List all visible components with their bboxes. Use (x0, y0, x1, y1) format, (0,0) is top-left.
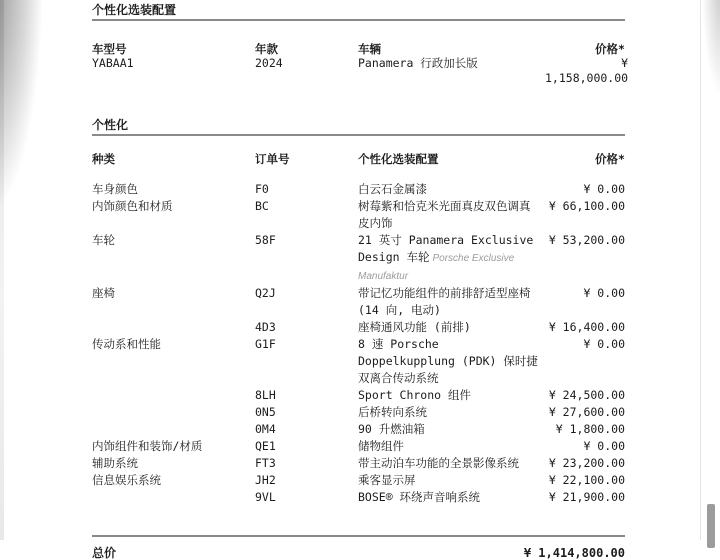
option-category (92, 232, 255, 285)
option-description-text: Sport Chrono 组件 (358, 388, 472, 402)
option-category-text: 辅助系统 (92, 456, 138, 470)
option-price (545, 232, 625, 285)
option-description (358, 455, 545, 472)
option-code (255, 181, 358, 198)
option-code-text: 9VL (255, 490, 276, 504)
price-amount: 1,158,000.00 (545, 71, 629, 85)
option-category (92, 489, 255, 506)
option-description-text: 8 速 Porsche Doppelkupplung (PDK) 保时捷双离合传动系统 (358, 337, 538, 385)
option-code-text: FT3 (255, 456, 276, 470)
option-category (92, 404, 255, 421)
model-year: 2024 (255, 56, 283, 70)
option-price (545, 319, 625, 336)
column-header-price: 价格* (595, 152, 625, 166)
option-description-text: 乘客显示屏 (358, 473, 416, 487)
option-price-text: ¥ 27,600.00 (548, 405, 625, 419)
option-price (545, 387, 625, 404)
option-description (358, 438, 545, 455)
table-row (92, 181, 625, 198)
option-code-text: QE1 (255, 439, 276, 453)
option-price-text: ¥ 16,400.00 (548, 320, 625, 334)
table-row (92, 404, 625, 421)
option-price (545, 336, 625, 387)
vertical-scrollbar-thumb[interactable] (707, 504, 715, 548)
summary-table-row (92, 56, 629, 86)
option-description-text: 储物组件 (358, 439, 404, 453)
option-description-text: BOSE® 环绕声音响系统 (358, 490, 481, 504)
option-code (255, 421, 358, 438)
option-category (92, 387, 255, 404)
table-row (92, 472, 625, 489)
option-price (545, 404, 625, 421)
vehicle-price (545, 56, 628, 86)
option-code (255, 232, 358, 285)
option-description-text: 座椅通风功能 (前排) (358, 320, 471, 334)
option-price (545, 438, 625, 455)
option-description-text: 后桥转向系统 (358, 405, 427, 419)
option-price (545, 181, 625, 198)
option-price-text: ¥ 0.00 (583, 337, 625, 351)
option-note: Porsche Exclusive Manufaktur (358, 253, 515, 282)
option-code-text: 58F (255, 233, 276, 247)
option-description (358, 421, 545, 438)
option-category (92, 285, 255, 319)
option-description-text: 21 英寸 Panamera Exclusive Design 车轮 (358, 233, 534, 264)
option-code-text: 0M4 (255, 422, 276, 436)
model-code: YABAA1 (92, 56, 134, 70)
divider (92, 134, 625, 136)
option-price-text: ¥ 0.00 (583, 439, 625, 453)
table-row (92, 455, 625, 472)
option-description (358, 198, 545, 232)
table-row (92, 438, 625, 455)
option-description-text: 白云石金属漆 (358, 182, 427, 196)
option-description (358, 319, 545, 336)
vehicle-name: Panamera 行政加长版 (358, 56, 478, 70)
option-code-text: 8LH (255, 388, 276, 402)
column-header-model: 车型号 (92, 42, 127, 56)
option-category (92, 181, 255, 198)
section-title-options: 个性化 (92, 118, 129, 132)
option-price (545, 285, 625, 319)
total-label: 总价 (92, 546, 117, 560)
column-header-order-code: 订单号 (255, 152, 290, 166)
table-row (92, 285, 625, 319)
currency-symbol: ¥ (621, 56, 629, 70)
option-category (92, 455, 255, 472)
table-row (92, 489, 625, 506)
column-header-vehicle: 车辆 (358, 42, 381, 56)
option-code-text: 0N5 (255, 405, 276, 419)
option-price (545, 421, 625, 438)
option-category-text: 传动系和性能 (92, 337, 161, 351)
option-price-text: ¥ 0.00 (583, 286, 625, 300)
option-description (358, 181, 545, 198)
option-price-text: ¥ 66,100.00 (548, 199, 625, 213)
option-category (92, 421, 255, 438)
option-category (92, 336, 255, 387)
table-row (92, 319, 625, 336)
option-price-text: ¥ 24,500.00 (548, 388, 625, 402)
option-code (255, 336, 358, 387)
option-description (358, 404, 545, 421)
table-row (92, 387, 625, 404)
option-price-text: ¥ 1,800.00 (555, 422, 625, 436)
table-row (92, 232, 625, 285)
table-row (92, 421, 625, 438)
option-description-text: 带记忆功能组件的前排舒适型座椅 (14 向, 电动) (358, 286, 531, 317)
options-table-header (92, 153, 625, 166)
option-code-text: JH2 (255, 473, 276, 487)
option-category-text: 座椅 (92, 286, 115, 300)
option-price-text: ¥ 21,900.00 (548, 490, 625, 504)
option-code (255, 489, 358, 506)
option-description (358, 489, 545, 506)
table-row (92, 198, 625, 232)
option-category-text: 内饰组件和装饰/材质 (92, 439, 203, 453)
divider (92, 535, 625, 537)
option-price-text: ¥ 53,200.00 (548, 233, 625, 247)
total-price: ¥ 1,414,800.00 (523, 546, 625, 560)
option-description (358, 336, 545, 387)
option-description (358, 387, 545, 404)
options-table-body (92, 181, 625, 506)
total-row (92, 546, 625, 560)
option-price (545, 455, 625, 472)
option-price (545, 472, 625, 489)
column-header-price: 价格* (595, 42, 625, 56)
option-price-text: ¥ 0.00 (583, 182, 625, 196)
option-price-text: ¥ 23,200.00 (548, 456, 625, 470)
option-code-text: BC (255, 199, 269, 213)
page-edge-right (700, 0, 701, 540)
option-code-text: F0 (255, 182, 269, 196)
summary-table-header (92, 42, 625, 56)
option-code (255, 438, 358, 455)
section-title-summary: 个性化选装配置 (92, 3, 177, 17)
option-category-text: 车轮 (92, 233, 115, 247)
option-code (255, 285, 358, 319)
option-description (358, 232, 545, 285)
option-code-text: Q2J (255, 286, 276, 300)
option-category-text: 车身颜色 (92, 182, 138, 196)
option-price (545, 489, 625, 506)
option-category-text: 内饰颜色和材质 (92, 199, 173, 213)
option-code-text: 4D3 (255, 320, 276, 334)
option-category (92, 198, 255, 232)
option-category (92, 438, 255, 455)
option-category (92, 472, 255, 489)
option-code-text: G1F (255, 337, 276, 351)
column-header-option: 个性化选装配置 (358, 152, 439, 166)
column-header-year: 年款 (255, 42, 278, 56)
option-code (255, 455, 358, 472)
option-price (545, 198, 625, 232)
table-row (92, 336, 625, 387)
option-code (255, 198, 358, 232)
option-description-text: 树莓紫和恰克米光面真皮双色调真皮内饰 (358, 199, 531, 230)
option-code (255, 387, 358, 404)
option-category (92, 319, 255, 336)
option-code (255, 472, 358, 489)
option-price-text: ¥ 22,100.00 (548, 473, 625, 487)
option-description-text: 90 升燃油箱 (358, 422, 425, 436)
column-header-category: 种类 (92, 152, 115, 166)
option-description-text: 带主动泊车功能的全景影像系统 (358, 456, 519, 470)
option-code (255, 319, 358, 336)
option-category-text: 信息娱乐系统 (92, 473, 161, 487)
option-description (358, 285, 545, 319)
option-code (255, 404, 358, 421)
option-description (358, 472, 545, 489)
divider (92, 19, 625, 21)
